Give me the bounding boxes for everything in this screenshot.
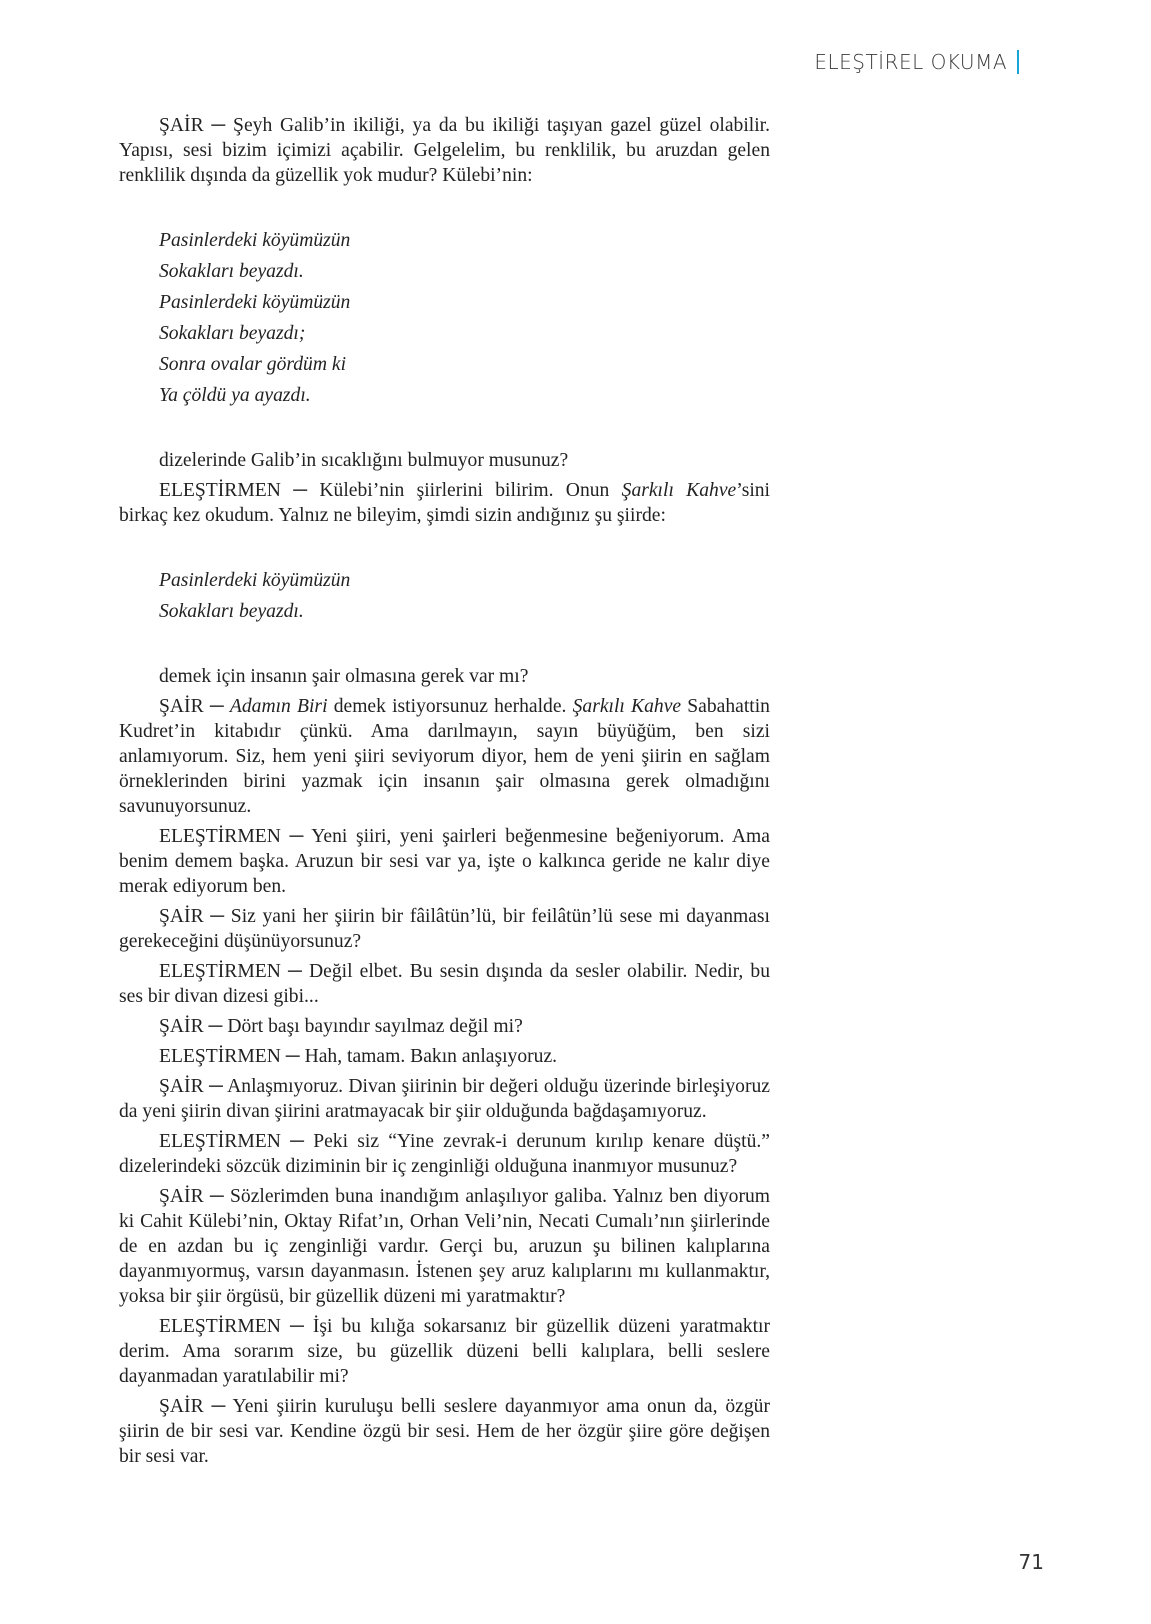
paragraph: ELEŞTİRMEN ─ Yeni şiiri, yeni şairleri beğenmesine beğeniyorum. Ama benim demem başka. Aruzun bir sesi var ya, işte o kalkınca geride ne kalır diye merak ediyorum ben. [119,826,770,897]
paragraph [119,478,770,528]
text-run: demek istiyorsunuz herhalde. [327,696,573,717]
paragraph: ŞAİR ─ Sözlerimden buna inandığım anlaşılıyor galiba. Yalnız ben diyorum ki Cahit Külebi’nin, Oktay Rifat’ın, Orhan Veli’nin, Necati Cumalı’nın şiirlerinde de en azdan bu iç zenginliği vardır. Gerçi bu, aruzun şu bilinen kalıplarına dayanmıyormuş, varsın dayanmasın. İstenen şey aruz kalıplarını mı kullanmaktır, yoksa bir şiir örgüsü, bir güzellik düzeni mi yaratmaktır? [119,1186,770,1307]
verse-block [159,225,770,411]
text-run: Sabahattin Kudret’in kitabıdır çünkü. Ama darılmayın, sayın büyüğüm, ben sizi anlamıyorum. Siz, hem yeni şiiri seviyorum diyor, hem de yeni şiirin en sağlam örneklerinden birini yazmak için insanın şair olmasına gerek olmadığını savunuyorsunuz. [119,696,770,817]
paragraph: ŞAİR ─ Dört başı bayındır sayılmaz değil mi? [159,1016,523,1037]
paragraph: ELEŞTİRMEN ─ Hah, tamam. Bakın anlaşıyoruz. [159,1046,558,1067]
header-accent-bar [1017,50,1019,74]
paragraph: ELEŞTİRMEN ─ İşi bu kılığa sokarsanız bir güzellik düzeni yaratmaktır derim. Ama sorarım size, bu güzellik düzeni belli kalıplara, belli seslere dayanmadan yaratılabilir mi? [119,1316,770,1387]
paragraph: ŞAİR ─ Şeyh Galib’in ikiliği, ya da bu ikiliği taşıyan gazel güzel olabilir. Yapısı, sesi bizim içimizi açabilir. Gelgelelim, bu renklilik, bu aruzdan gelen renklilik dışında da güzellik yok mudur? Külebi’nin: [119,115,770,186]
paragraph: ELEŞTİRMEN ─ Peki siz “Yine zevrak-i derunum kırılıp kenare düştü.” dizelerindeki sözcük diziminin bir iç zenginliği olduğuna inanmıyor musunuz? [119,1131,770,1177]
paragraph: dizelerinde Galib’in sıcaklığını bulmuyor musunuz? [159,450,569,471]
paragraph: ŞAİR ─ Yeni şiirin kuruluşu belli seslere dayanmıyor ama onun da, özgür şiirin de bir sesi var. Kendine özgü bir sesi. Hem de her özgür şiire göre değişen bir sesi var. [119,1396,770,1467]
paragraph [119,694,770,819]
book-title-italic: Şarkılı Kahve [572,696,682,717]
book-title-italic: Şarkılı Kahve [621,480,737,501]
paragraph: ELEŞTİRMEN ─ Değil elbet. Bu sesin dışında da sesler olabilir. Nedir, bu ses bir divan dizesi gibi... [119,961,770,1007]
verse-line: Sokakları beyazdı. [159,601,304,622]
verse-line: Ya çöldü ya ayazdı. [159,385,311,406]
text-run: ELEŞTİRMEN ─ Külebi’nin şiirlerini bilirim. Onun [159,480,622,501]
verse-line: Sokakları beyazdı; [159,323,306,344]
body-text [119,113,770,1474]
header-title: ELEŞTİREL OKUMA [814,50,1007,74]
paragraph: ŞAİR ─ Siz yani her şiirin bir fâilâtün’lü, bir feilâtün’lü sese mi dayanması gerekeceğini düşünüyorsunuz? [119,906,770,952]
verse-line: Sonra ovalar gördüm ki [159,354,347,375]
verse-block [159,565,770,627]
verse-line: Pasinlerdeki köyümüzün [159,570,351,591]
paragraph: ŞAİR ─ Anlaşmıyoruz. Divan şiirinin bir değeri olduğu üzerinde birleşiyoruz da yeni şiirin divan şiirini aratmayacak bir şiir olduğunda bağdaşamıyoruz. [119,1076,770,1122]
paragraph: demek için insanın şair olmasına gerek var mı? [159,666,529,687]
text-run: ’sini birkaç kez okudum. Yalnız ne bileyim, şimdi sizin andığınız şu şiirde: [119,480,771,526]
book-title-italic: Adamın Biri [229,696,328,717]
verse-line: Sokakları beyazdı. [159,261,304,282]
verse-line: Pasinlerdeki köyümüzün [159,292,351,313]
verse-line: Pasinlerdeki köyümüzün [159,230,351,251]
text-run: ŞAİR ─ [159,696,230,717]
running-header [814,50,1019,74]
page-number: 71 [1018,1550,1044,1574]
